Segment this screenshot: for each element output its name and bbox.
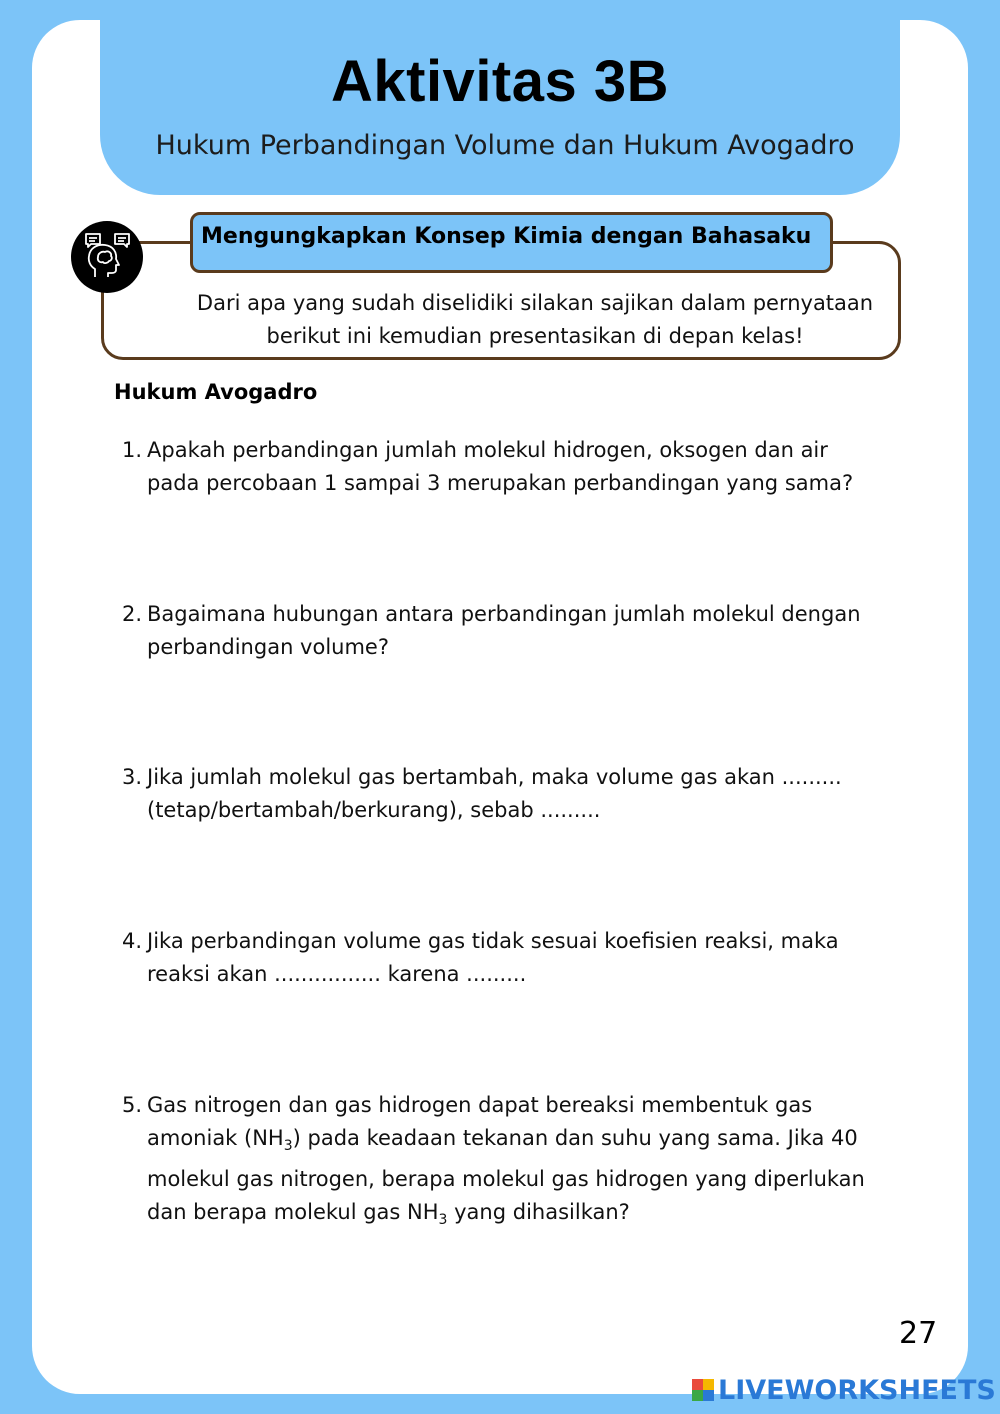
- section-heading: Hukum Avogadro: [114, 380, 318, 404]
- question-line: Jika perbandingan volume gas tidak sesuai koefisien reaksi, maka: [147, 929, 839, 953]
- question-line: Jika jumlah molekul gas bertambah, maka volume gas akan .........: [147, 765, 842, 789]
- brand-watermark[interactable]: [692, 1370, 996, 1410]
- question-text: amoniak (NH: [147, 1126, 284, 1150]
- instruction-line-2: berikut ini kemudian presentasikan di depan kelas!: [266, 324, 804, 348]
- instruction-text: [160, 287, 910, 353]
- question-number: 5.: [122, 1093, 143, 1117]
- liveworksheets-logo-icon: [692, 1379, 714, 1401]
- question-line: pada percobaan 1 sampai 3 merupakan perbandingan yang sama?: [147, 471, 854, 495]
- question-text: yang dihasilkan?: [447, 1200, 630, 1225]
- question-text: ) pada keadaan tekanan dan suhu yang sama. Jika 40: [292, 1126, 858, 1150]
- instruction-line-1: Dari apa yang sudah diselidiki silakan sajikan dalam pernyataan: [196, 291, 874, 315]
- question-text: dan berapa molekul gas NH: [147, 1200, 439, 1225]
- thinking-head-icon: [71, 221, 143, 293]
- question-line: reaksi akan ................ karena .........: [147, 962, 527, 986]
- question-line: perbandingan volume?: [147, 635, 389, 659]
- subscript: 3: [438, 1212, 448, 1229]
- question-number: 4.: [122, 929, 143, 953]
- question-line: Gas nitrogen dan gas hidrogen dapat bereaksi membentuk gas: [147, 1093, 813, 1117]
- question-2: [122, 598, 902, 664]
- page-title: Aktivitas 3B: [330, 49, 670, 114]
- concept-label-box: [190, 212, 833, 273]
- question-1: [122, 434, 902, 500]
- question-5: [122, 1089, 902, 1237]
- subscript: 3: [283, 1138, 293, 1155]
- question-number: 1.: [122, 438, 143, 462]
- concept-label: Mengungkapkan Konsep Kimia dengan Bahasaku: [201, 224, 812, 249]
- brand-name: LIVEWORKSHEETS: [718, 1374, 996, 1406]
- page-number: 27: [899, 1316, 938, 1351]
- question-number: 2.: [122, 602, 143, 626]
- question-line: Apakah perbandingan jumlah molekul hidrogen, oksogen dan air: [147, 438, 828, 462]
- question-4: [122, 925, 902, 991]
- question-line: [147, 1200, 630, 1229]
- question-line: molekul gas nitrogen, berapa molekul gas hidrogen yang diperlukan: [147, 1167, 865, 1192]
- question-3: [122, 761, 902, 827]
- question-line: Bagaimana hubungan antara perbandingan jumlah molekul dengan: [147, 602, 861, 626]
- question-line: (tetap/bertambah/berkurang), sebab .........: [147, 798, 601, 822]
- page-subtitle: Hukum Perbandingan Volume dan Hukum Avogadro: [155, 130, 855, 161]
- question-line: [147, 1126, 858, 1155]
- question-number: 3.: [122, 765, 143, 789]
